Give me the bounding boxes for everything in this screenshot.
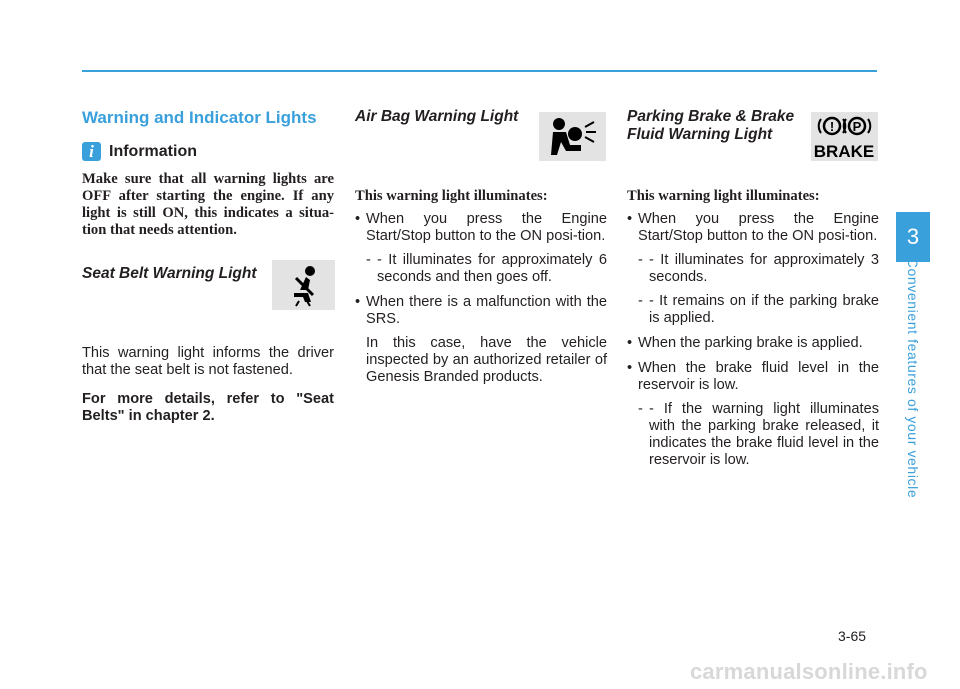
- column-right: [627, 108, 879, 477]
- parking-brake-bullet-1: When you press the Engine Start/Stop button to the ON posi-tion.: [638, 211, 879, 244]
- chapter-tab: 3: [896, 212, 930, 262]
- parking-brake-bullet-1-detail-1: - - It illuminates for approximately 3 seconds.: [638, 252, 879, 286]
- air-bag-title: Air Bag Warning Light: [355, 108, 519, 125]
- air-bag-icon: [539, 112, 606, 161]
- information-text: Make sure that all warning lights are OFF after starting the engine. If any light is still ON, this indicates a situa-tion that needs attention.: [82, 171, 334, 238]
- air-bag-bullet-2: When there is a malfunction with the SRS.: [366, 294, 607, 327]
- list-item: [627, 335, 879, 352]
- information-header: [82, 142, 334, 161]
- parking-brake-bullet-2: When the parking brake is applied.: [638, 335, 863, 351]
- parking-brake-title: Parking Brake & Brake Fluid Warning Light: [627, 108, 795, 143]
- parking-brake-bullet-1-detail-2: - - It remains on if the parking brake is applied.: [638, 293, 879, 327]
- seat-belt-icon: [272, 260, 335, 310]
- air-bag-bullet-1: When you press the Engine Start/Stop button to the ON posi-tion.: [366, 211, 607, 244]
- parking-brake-list: [627, 211, 879, 469]
- column-middle: [355, 108, 607, 394]
- air-bag-list: [355, 211, 607, 386]
- information-label: Information: [109, 142, 197, 160]
- info-icon: i: [82, 142, 101, 161]
- list-item: [355, 211, 607, 286]
- air-bag-lead: This warning light illuminates:: [355, 188, 548, 204]
- watermark: carmanualsonline.info: [690, 659, 928, 684]
- seat-belt-reference: For more details, refer to "Seat Belts" in chapter 2.: [82, 391, 334, 424]
- air-bag-bullet-1-detail: - - It illuminates for approximately 6 seconds and then goes off.: [366, 252, 607, 286]
- air-bag-heading: [355, 108, 607, 188]
- seat-belt-heading: [82, 265, 334, 345]
- parking-brake-lead: This warning light illuminates:: [627, 188, 820, 204]
- air-bag-bullet-2-continuation: In this case, have the vehicle inspected by an authorized retailer of Genesis Branded products.: [366, 335, 607, 385]
- parking-brake-bullet-3-detail: - - If the warning light illuminates with the parking brake released, it indicates the brake fluid level in the reservoir is low.: [638, 401, 879, 469]
- top-rule: [82, 70, 877, 72]
- list-item: [627, 360, 879, 469]
- section-title: Warning and Indicator Lights: [82, 108, 317, 127]
- brake-icon-label: BRAKE: [813, 142, 875, 161]
- parking-brake-heading: [627, 108, 879, 188]
- list-item: [355, 294, 607, 386]
- list-item: [627, 211, 879, 327]
- seat-belt-title: Seat Belt Warning Light: [82, 265, 257, 282]
- chapter-title: Convenient features of your vehicle: [905, 257, 921, 499]
- brake-icon-exclamation: !: [829, 119, 835, 134]
- page-number: 3-65: [838, 628, 867, 644]
- brake-warning-icon: [811, 112, 878, 161]
- column-left: [82, 108, 334, 425]
- seat-belt-text: This warning light informs the driver that the seat belt is not fastened.: [82, 345, 334, 378]
- brake-icon-p: P: [852, 119, 862, 134]
- parking-brake-bullet-3: When the brake fluid level in the reservoir is low.: [638, 360, 879, 393]
